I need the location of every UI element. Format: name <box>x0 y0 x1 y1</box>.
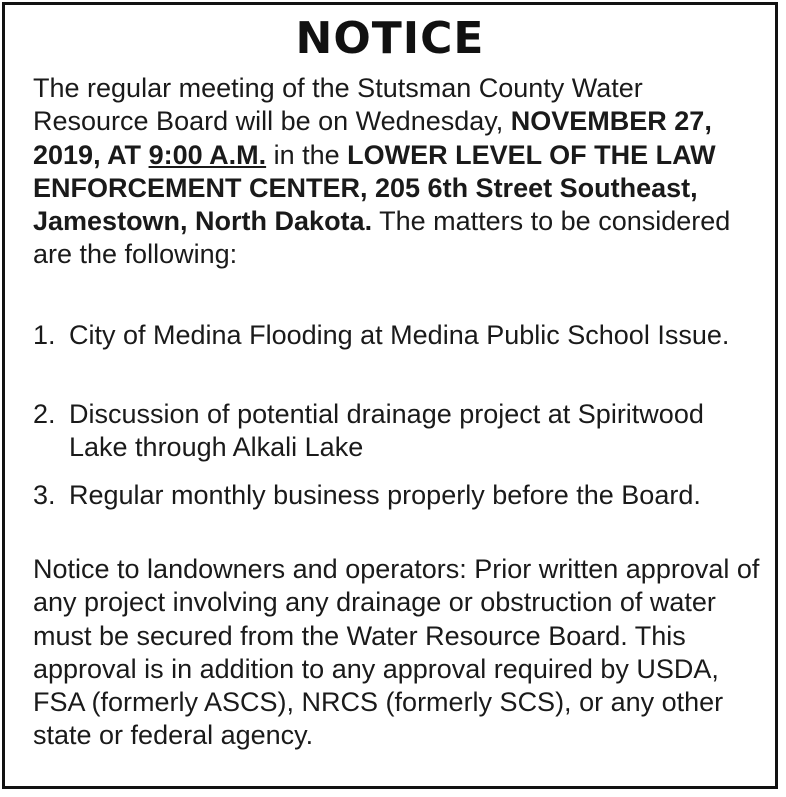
agenda-item <box>33 319 761 352</box>
notice-box <box>2 2 778 789</box>
agenda-item-text: Discussion of potential drainage project at Spiritwood Lake through Alkali Lake <box>69 399 704 463</box>
agenda-item-number: 3. <box>33 480 56 510</box>
agenda-item <box>33 479 761 512</box>
agenda-item-text: City of Medina Flooding at Medina Public School Issue. <box>69 320 730 350</box>
agenda-item <box>33 398 761 465</box>
agenda-item-number: 2. <box>33 399 56 429</box>
agenda-item-text: Regular monthly business properly before the Board. <box>69 480 701 510</box>
intro-text: The regular meeting of the Stutsman County Water Resource Board will be on Wednesday, <box>33 73 643 137</box>
meeting-date: NOVEMBER 27, 2019, AT <box>33 106 712 170</box>
agenda-item-number: 1. <box>33 320 56 350</box>
notice-title: NOTICE <box>295 13 485 64</box>
meeting-location: LOWER LEVEL OF THE LAW ENFORCEMENT CENTER, 205 6th Street Southeast, Jamestown, North Dakota. <box>33 139 716 237</box>
landowner-notice: Notice to landowners and operators: Prior written approval of any project involving any drainage or obstruction of water must be secured from the Water Resource Board. This approval is in addition to any approval required by USDA, FSA (formerly ASCS), NRCS (formerly SCS), or any other state or federal agency. <box>33 554 760 751</box>
intro-tail: The matters to be considered are the following: <box>33 206 731 270</box>
intro-connector: in the <box>266 139 348 170</box>
meeting-announcement <box>33 72 761 272</box>
meeting-time: 9:00 A.M. <box>148 139 267 170</box>
